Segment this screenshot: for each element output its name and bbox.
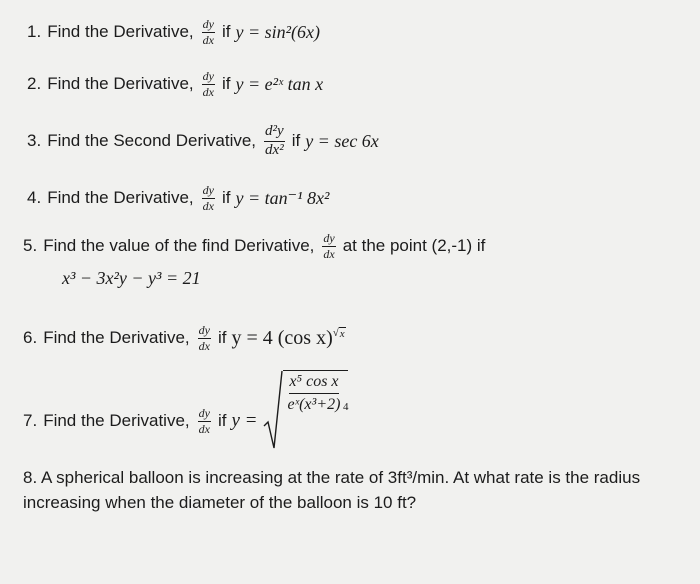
derivative-fraction [198, 324, 211, 352]
fraction-denominator: dx² [265, 142, 284, 158]
fraction-numerator: dy [198, 406, 210, 420]
implicit-equation: x³ − 3x²y − y³ = 21 [62, 268, 201, 288]
function-expression: y = e²ˣ tan x [235, 73, 324, 94]
problem-text: Find the value of the find Derivative, [43, 236, 315, 255]
derivative-fraction [202, 18, 215, 46]
problem-number: 6. [23, 328, 38, 347]
root-index: 4 [342, 401, 349, 413]
exponent-radicand: x [339, 327, 345, 340]
fraction-numerator: dy [202, 17, 214, 31]
problem-4 [27, 184, 329, 212]
if-word: if [217, 328, 227, 347]
radicand [283, 370, 348, 450]
function-expression: y = sec 6x [305, 130, 379, 151]
fraction-denominator: dx [198, 422, 210, 436]
sqrt-exponent: √ x [332, 326, 345, 340]
fraction-numerator: dy [202, 183, 214, 197]
problem-5 [23, 232, 485, 260]
problem-number: 3. [27, 131, 42, 150]
fraction-denominator: dx [198, 339, 210, 353]
if-word: if [217, 411, 227, 430]
point-condition: at the point (2,-1) if [342, 236, 486, 255]
fraction-denominator: dx [202, 33, 214, 47]
function-expression: y = tan⁻¹ 8x² [235, 187, 330, 208]
fraction-denominator: dx [202, 199, 214, 213]
problem-3 [27, 124, 379, 158]
function-expression: y = sin²(6x) [235, 21, 320, 42]
radicand-denominator: eˣ(x³+2) [287, 396, 341, 413]
problem-2 [27, 70, 323, 98]
problem-number: 5. [23, 236, 38, 255]
second-derivative-fraction [264, 124, 285, 158]
problem-7 [23, 370, 348, 450]
problem-text: Find the Derivative, [43, 411, 190, 430]
problem-1 [27, 18, 320, 46]
fourth-root-radical [263, 370, 348, 450]
problem-text: A spherical balloon is increasing at the rate of 3ft³/min. At what rate is the radius increasing when the diameter of the balloon is 10 ft? [23, 468, 641, 512]
problem-text: Find the Derivative, [47, 188, 194, 207]
problem-8 [23, 465, 683, 515]
problem-6 [23, 324, 346, 352]
if-word: if [221, 188, 231, 207]
radicand-numerator: x⁵ cos x [289, 373, 338, 394]
derivative-fraction [322, 232, 335, 260]
problem-text: Find the Derivative, [43, 328, 190, 347]
radical-sign [263, 370, 283, 450]
fraction-numerator: dy [202, 69, 214, 83]
problem-number: 1. [27, 22, 42, 41]
if-word: if [291, 131, 301, 150]
function-lhs: y = [231, 410, 258, 431]
if-word: if [221, 22, 231, 41]
expression-base: y = 4 (cos x) [231, 326, 333, 349]
problem-text: Find the Second Derivative, [47, 131, 257, 150]
problem-text: Find the Derivative, [47, 74, 194, 93]
problem-number: 7. [23, 411, 38, 430]
fraction-numerator: d²y [264, 124, 285, 142]
problem-number: 2. [27, 74, 42, 93]
problem-text: Find the Derivative, [47, 22, 194, 41]
problem-number: 8. [23, 468, 38, 487]
derivative-fraction [202, 70, 215, 98]
problem-number: 4. [27, 188, 42, 207]
function-expression [231, 327, 345, 350]
fraction-denominator: dx [202, 85, 214, 99]
derivative-fraction [202, 184, 215, 212]
if-word: if [221, 74, 231, 93]
fraction-numerator: dy [323, 231, 335, 245]
derivative-fraction [198, 407, 211, 435]
fraction-denominator: dx [323, 247, 335, 261]
fraction-numerator: dy [198, 323, 210, 337]
